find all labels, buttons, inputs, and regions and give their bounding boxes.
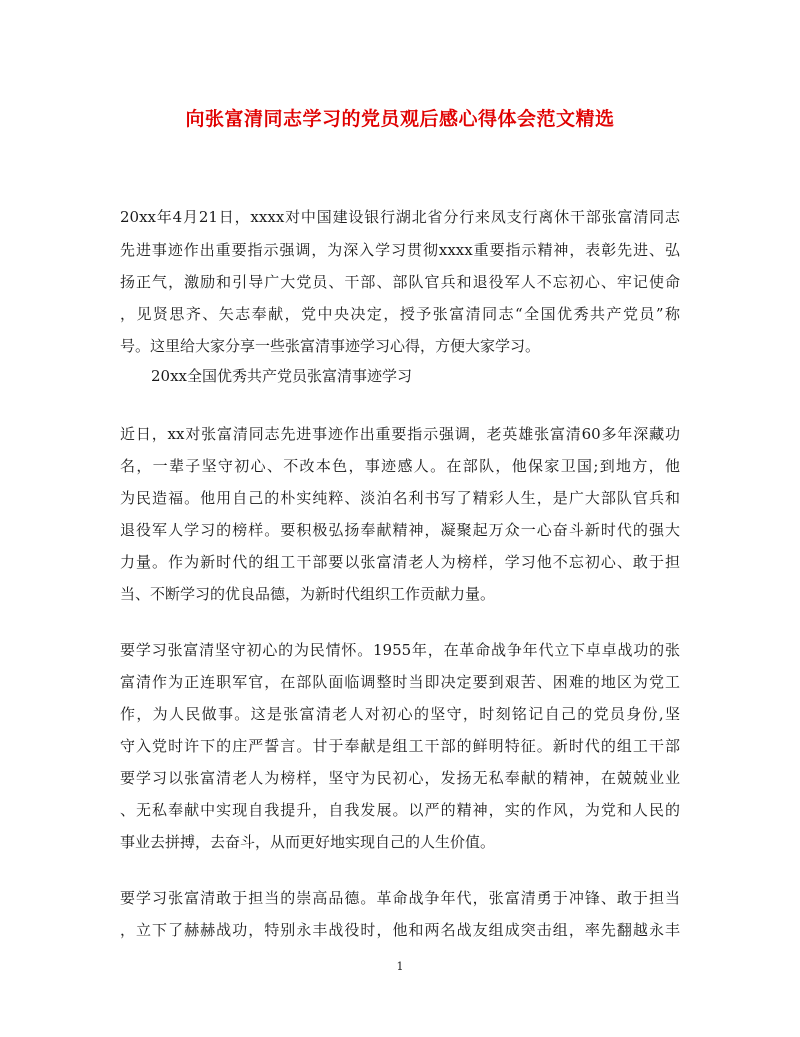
section-subheading: 20xx全国优秀共产党员张富清事迹学习 [151,367,413,385]
body-text-line: 富清作为正连职军官，在部队面临调整时当即决定要到艰苦、困难的地区为党工 [120,673,680,691]
body-text-line: 名，一辈子坚守初心、不改本色，事迹感人。在部队，他保家卫国;到地方，他 [120,457,680,475]
body-text-line: 退役军人学习的榜样。要积极弘扬奉献精神，凝聚起万众一心奋斗新时代的强大 [120,521,680,539]
body-text-line: 事业去拼搏，去奋斗，从而更好地实现自己的人生价值。 [120,833,496,851]
body-text-line: 当、不断学习的优良品德，为新时代组织工作贡献力量。 [120,585,496,603]
body-text-line: 、无私奉献中实现自我提升，自我发展。以严的精神，实的作风，为党和人民的 [120,801,680,819]
body-text-line: 20xx年4月21日，xxxx对中国建设银行湖北省分行来凤支行离休干部张富清同志 [120,208,680,226]
body-text-line: 作，为人民做事。这是张富清老人对初心的坚守，时刻铭记自己的党员身份,坚 [120,705,680,723]
body-text-line: ，立下了赫赫战功，特别永丰战役时，他和两名战友组成突击组，率先翻越永丰 [120,921,680,939]
body-text-line: 力量。作为新时代的组工干部要以张富清老人为榜样，学习他不忘初心、敢于担 [120,553,680,571]
body-text-line: ，见贤思齐、矢志奉献，党中央决定，授予张富清同志“全国优秀共产党员”称 [120,305,680,323]
body-text-line: 先进事迹作出重要指示强调，为深入学习贯彻xxxx重要指示精神，表彰先进、弘 [120,241,680,259]
body-text-line: 为民造福。他用自己的朴实纯粹、淡泊名利书写了精彩人生，是广大部队官兵和 [120,489,680,507]
document-title: 向张富清同志学习的党员观后感心得体会范文精选 [185,108,615,130]
body-text-line: 号。这里给大家分享一些张富清事迹学习心得，方便大家学习。 [120,337,541,355]
body-text-line: 要学习以张富清老人为榜样，坚守为民初心，发扬无私奉献的精神，在兢兢业业 [120,769,680,787]
page-number: 1 [396,960,404,973]
body-text-line: 要学习张富清敢于担当的崇高品德。革命战争年代，张富清勇于冲锋、敢于担当 [120,889,680,907]
body-text-line: 扬正气，激励和引导广大党员、干部、部队官兵和退役军人不忘初心、牢记使命 [120,273,680,291]
body-text-line: 近日，xx对张富清同志先进事迹作出重要指示强调，老英雄张富清60多年深藏功 [120,425,680,443]
body-text-line: 守入党时许下的庄严誓言。甘于奉献是组工干部的鲜明特征。新时代的组工干部 [120,737,680,755]
body-text-line: 要学习张富清坚守初心的为民情怀。1955年，在革命战争年代立下卓卓战功的张 [120,641,680,659]
